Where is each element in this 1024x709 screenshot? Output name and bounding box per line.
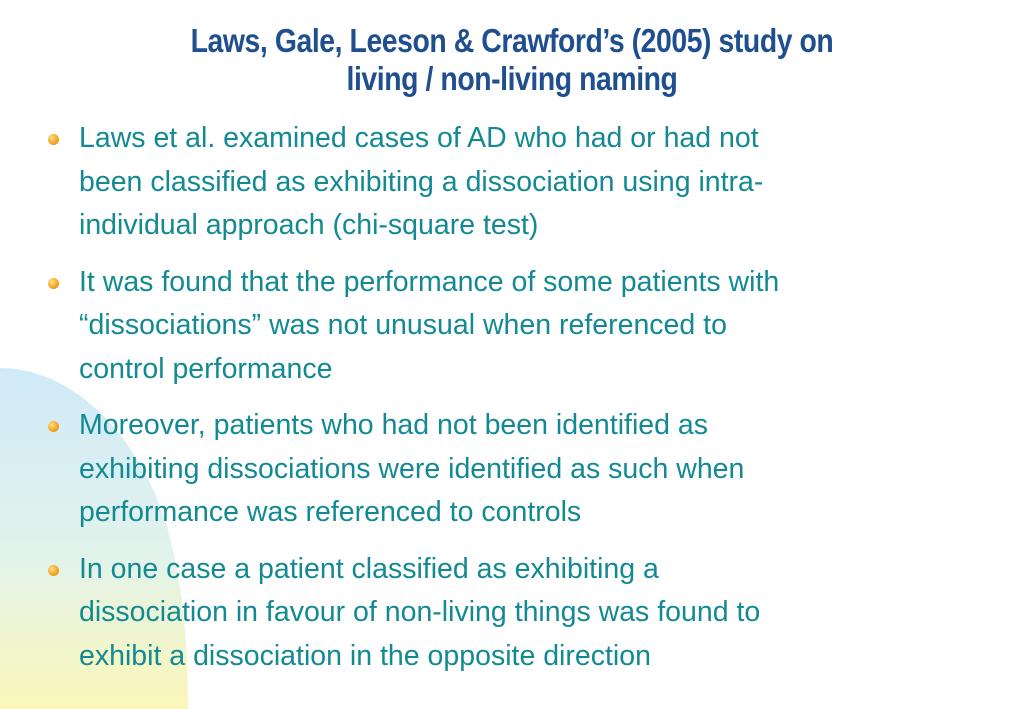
bullet-line: Moreover, patients who had not been identified as: [79, 409, 709, 441]
bullet-line: Laws et al. examined cases of AD who had or had not: [79, 122, 759, 154]
bullet-list: [48, 117, 998, 691]
bullet-line: “dissociations” was not unusual when referenced to: [79, 309, 727, 341]
bullet-item-3: [48, 404, 998, 535]
slide-title-line-1: Laws, Gale, Leeson & Crawford’s (2005) study on: [190, 22, 834, 59]
bullet-item-4: [48, 548, 998, 679]
bullet-line: exhibiting dissociations were identified as such when: [79, 452, 745, 485]
bullet-line: In one case a patient classified as exhibiting a: [79, 552, 659, 585]
bullet-line: been classified as exhibiting a dissociation using intra-: [79, 165, 764, 198]
slide-title-line-2: living / non-living naming: [346, 60, 678, 97]
bullet-item-1: [48, 117, 998, 248]
orange-dot-bullet-icon: [48, 134, 59, 145]
bullet-line: performance was referenced to controls: [79, 496, 582, 528]
orange-dot-bullet-icon: [48, 565, 59, 576]
orange-dot-bullet-icon: [48, 278, 59, 289]
bullet-line: dissociation in favour of non-living things was found to: [79, 596, 761, 628]
orange-dot-bullet-icon: [48, 421, 59, 432]
bullet-line: individual approach (chi-square test): [79, 209, 539, 241]
slide-title: [106, 22, 918, 98]
bullet-line: exhibit a dissociation in the opposite direction: [79, 639, 651, 672]
bullet-line: control performance: [79, 352, 333, 385]
bullet-item-2: [48, 261, 998, 392]
bullet-line: It was found that the performance of some patients with: [79, 265, 780, 298]
